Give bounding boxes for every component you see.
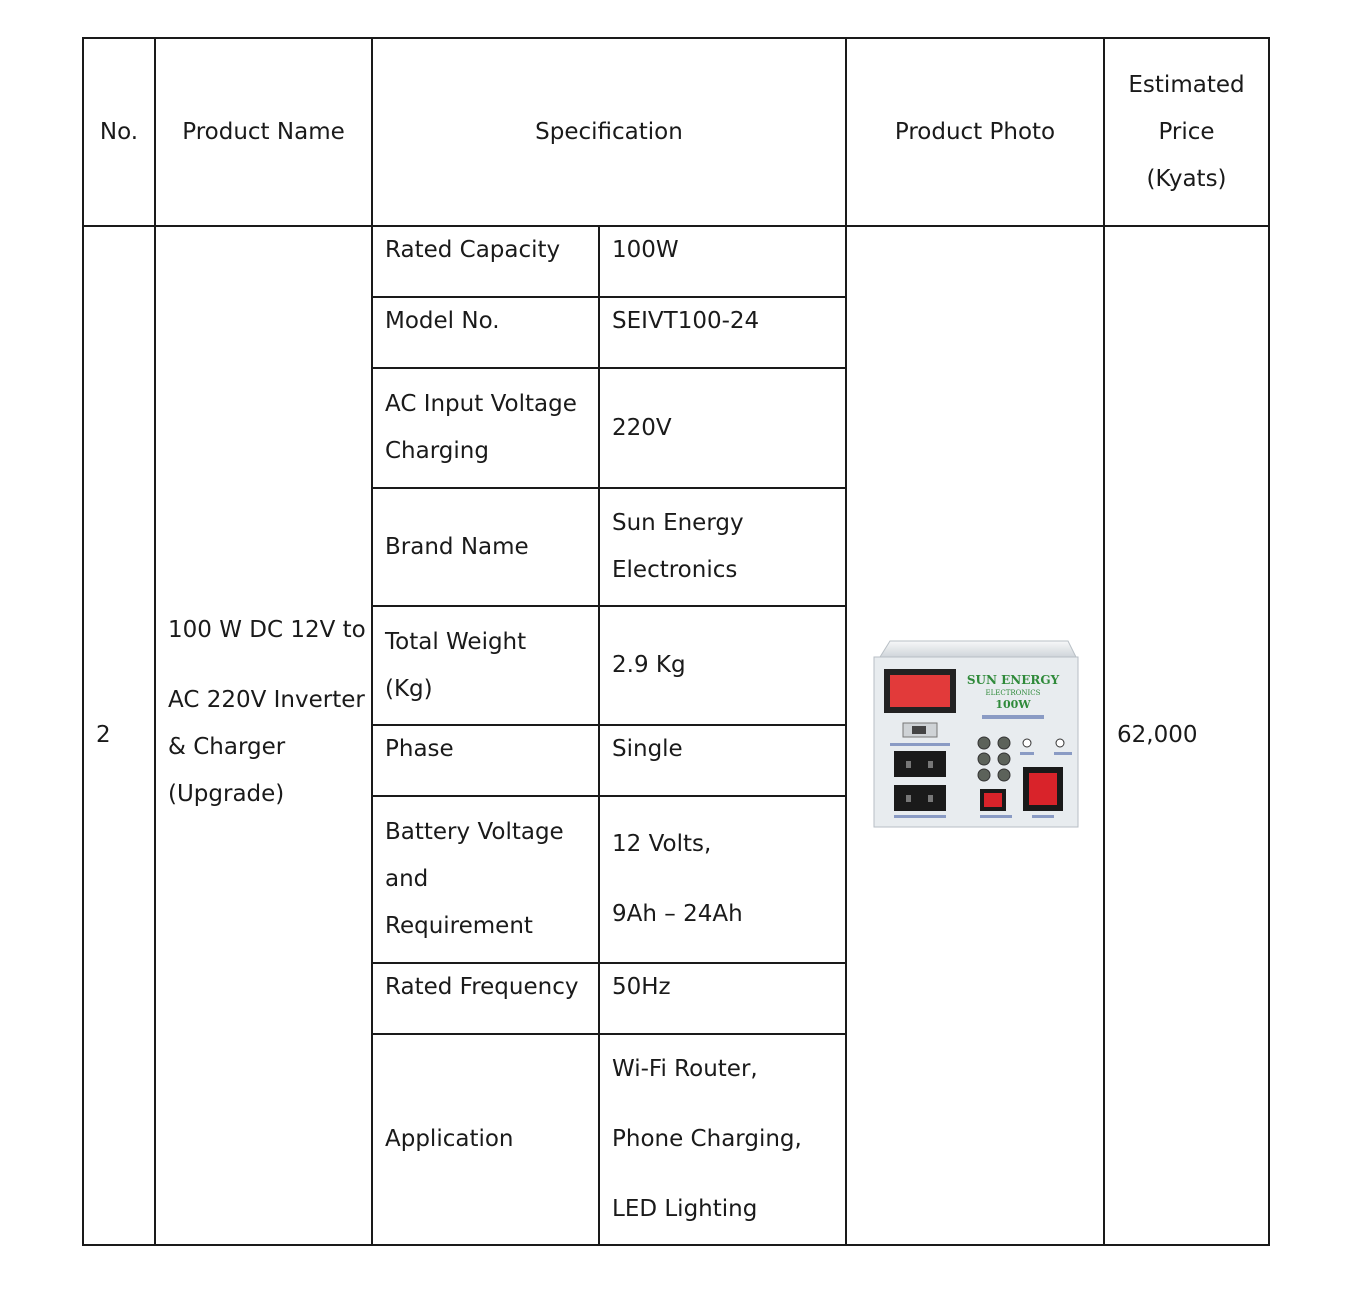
product-photo-cell [846, 226, 1104, 1245]
spec-value-line: 9Ah – 24Ah [612, 901, 743, 927]
header-price-line: Estimated [1128, 71, 1245, 98]
spec-label: Brand Name [372, 488, 599, 606]
spec-value: 2.9 Kg [599, 606, 846, 725]
spec-label-line: (Kg) [385, 675, 433, 702]
spec-value: SEIVT100-24 [599, 297, 846, 368]
header-estimated-price [1104, 38, 1269, 226]
spec-row [83, 226, 1269, 297]
spec-value-line: Phone Charging, [612, 1126, 802, 1152]
product-name-line: 100 W DC 12V to [168, 617, 366, 643]
header-product-name: Product Name [155, 38, 372, 226]
spec-label [372, 796, 599, 963]
spec-label-line: AC Input Voltage [385, 391, 577, 417]
spec-label: Rated Capacity [372, 226, 599, 297]
spec-value-line: Sun Energy [612, 510, 744, 536]
spec-value [599, 796, 846, 963]
header-product-photo: Product Photo [846, 38, 1104, 226]
spec-label [372, 368, 599, 488]
product-name-line: AC 220V Inverter [168, 687, 365, 713]
header-no: No. [83, 38, 155, 226]
spec-value: Single [599, 725, 846, 796]
header-row [83, 38, 1269, 226]
spec-label-line: Charging [385, 438, 489, 464]
spec-label: Phase [372, 725, 599, 796]
spec-label: Model No. [372, 297, 599, 368]
spec-label [372, 606, 599, 725]
header-specification: Specification [372, 38, 846, 226]
spec-value-line: Wi-Fi Router, [612, 1056, 758, 1082]
row-number: 2 [83, 226, 155, 1245]
photo-brand-sub: ELECTRONICS [985, 688, 1041, 697]
price-cell: 62,000 [1104, 226, 1269, 1245]
spec-label: Rated Frequency [372, 963, 599, 1034]
product-spec-table [82, 37, 1270, 1246]
header-price-line: (Kyats) [1146, 165, 1227, 192]
photo-power-text: 100W [995, 697, 1031, 711]
spec-value [599, 1034, 846, 1245]
spec-value-line: 12 Volts, [612, 831, 712, 857]
product-name-line: & Charger [168, 734, 286, 760]
header-price-line: Price [1158, 118, 1215, 145]
spec-label-line: Battery Voltage [385, 819, 564, 845]
inverter-photo [870, 639, 1080, 833]
product-name-line: (Upgrade) [168, 781, 285, 807]
spec-value: 100W [599, 226, 846, 297]
spec-value-line: Electronics [612, 557, 738, 583]
spec-value [599, 488, 846, 606]
spec-label-line: Total Weight [385, 628, 527, 655]
spec-value-line: LED Lighting [612, 1196, 758, 1222]
photo-brand-text: SUN ENERGY [966, 672, 1060, 687]
spec-label: Application [372, 1034, 599, 1245]
product-name-cell [155, 226, 372, 1245]
spec-label-line: and [385, 866, 429, 892]
spec-value: 50Hz [599, 963, 846, 1034]
spec-value: 220V [599, 368, 846, 488]
spec-label-line: Requirement [385, 913, 533, 939]
